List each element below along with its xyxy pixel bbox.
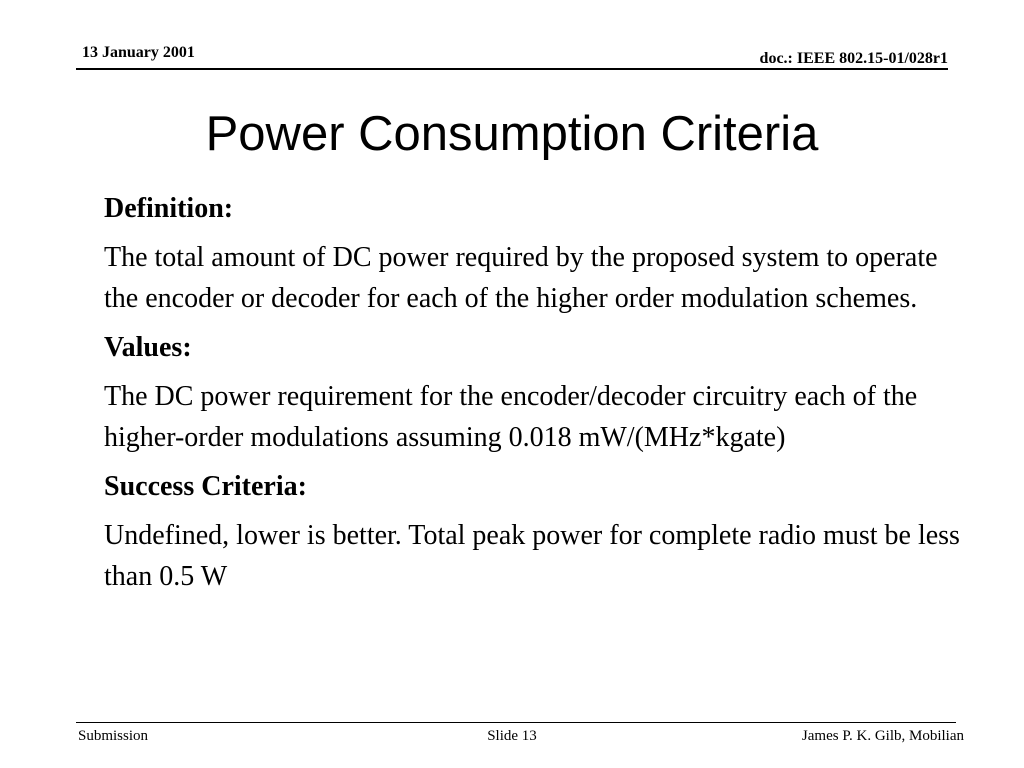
footer-slide-number: Slide 13	[487, 728, 537, 744]
footer-author: James P. K. Gilb, Mobilian	[801, 728, 964, 744]
footer-divider	[76, 722, 956, 723]
footer-submission: Submission	[78, 728, 149, 744]
values-text: The DC power requirement for the encoder/decoder circuitry each of the higher-order modulations assuming 0.018 mW/(MHz*kgate)	[104, 381, 918, 453]
slide-body	[104, 188, 964, 605]
values-heading: Values:	[104, 332, 192, 363]
slide-title: Power Consumption Criteria	[205, 107, 819, 161]
success-criteria-text: Undefined, lower is better. Total peak power for complete radio must be less than 0.5 W	[104, 520, 960, 592]
definition-heading: Definition:	[104, 193, 234, 224]
header-doc-id: doc.: IEEE 802.15-01/028r1	[759, 50, 948, 67]
success-criteria-heading: Success Criteria:	[104, 471, 307, 502]
header-date: 13 January 2001	[82, 44, 195, 61]
header-divider	[76, 68, 948, 70]
definition-text: The total amount of DC power required by the proposed system to operate the encoder or decoder for each of the higher order modulation schemes.	[104, 242, 938, 314]
